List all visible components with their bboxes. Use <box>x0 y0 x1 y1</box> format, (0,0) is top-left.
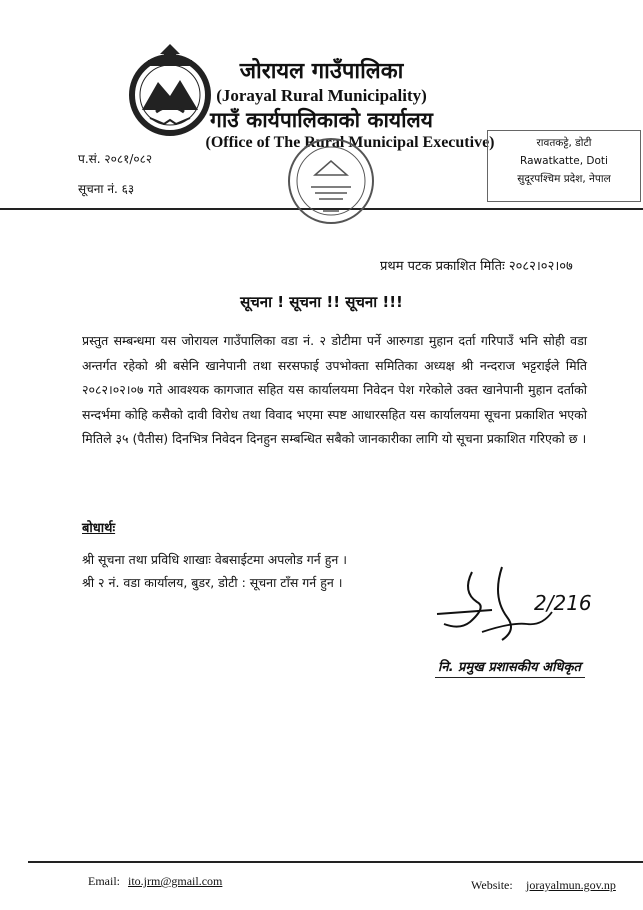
svg-text:2/216: 2/216 <box>534 591 592 615</box>
office-name-english: (Office of The Rural Municipal Executive) <box>205 134 495 151</box>
municipality-name-english: (Jorayal Rural Municipality) <box>216 86 427 105</box>
address-line-1: रावतकट्टे, डोटी <box>536 137 592 149</box>
notice-number: सूचना नं. ६३ <box>78 182 135 196</box>
footer-email-link[interactable]: ito.jrm@gmail.com <box>128 874 223 888</box>
footer-divider <box>28 861 643 863</box>
address-line-2: Rawatkatte, Doti <box>520 155 608 167</box>
address-box <box>487 130 641 202</box>
notice-heading: सूचना ! सूचना !! सूचना !!! <box>240 293 403 311</box>
letter-reference-number: प.सं. २०८१/०८२ <box>78 152 153 166</box>
footer-email-label: Email: <box>88 874 120 888</box>
office-name-nepali: गाउँ कार्यपालिकाको कार्यालय <box>210 108 433 132</box>
footer-website-link[interactable]: jorayalmun.gov.np <box>526 878 616 892</box>
handwritten-signature <box>432 552 602 652</box>
address-line-3: सुदूरपश्चिम प्रदेश, नेपाल <box>517 173 611 185</box>
cc-item: श्री २ नं. वडा कार्यालय, बुडर, डोटी : सूचना टाँस गर्न हुन । <box>82 575 343 590</box>
footer-website-label: Website: <box>471 878 513 892</box>
office-stamp <box>285 135 377 227</box>
cc-title: बोधार्थः <box>82 521 116 536</box>
signature-underline <box>435 677 585 678</box>
cc-item: श्री सूचना तथा प्रविधि शाखाः वेबसाईटमा अपलोड गर्न हुन । <box>82 552 347 567</box>
signatory-title: नि. प्रमुख प्रशासकीय अधिकृत <box>438 660 581 675</box>
notice-body: प्रस्तुत सम्बन्धमा यस जोरायल गाउँपालिका वडा नं. २ डोटीमा पर्ने आरुगडा मुहान दर्ता गरिपाउँ भनि सोही वडा अन्तर्गत रहेको श्री बसेनि खानेपानी तथा सरसफाई उपभोक्ता समितिका अध्यक्ष श्री नन्दराज भट्टराईले मिति २०८२।०२।०७ गते आवश्यक कागजात सहित यस कार्यालयमा निवेदन पेश गरेकोले उक्त खानेपानी मुहान दर्ताको सन्दर्भमा कोहि कसैको दावी विरोध तथा विवाद भएमा स्पष्ट आधारसहित यस कार्यालयमा सूचना प्रकाशित भएको मितिले ३५ (पैतीस) दिनभित्र निवेदन दिनहुन सम्बन्धित सबैको जानकारीका लागि यो सूचना प्रकाशित गरिएको छ । <box>82 333 587 446</box>
published-date: प्रथम पटक प्रकाशित मितिः २०८२।०२।०७ <box>380 259 573 274</box>
municipality-name-nepali: जोरायल गाउँपालिका <box>239 59 404 84</box>
